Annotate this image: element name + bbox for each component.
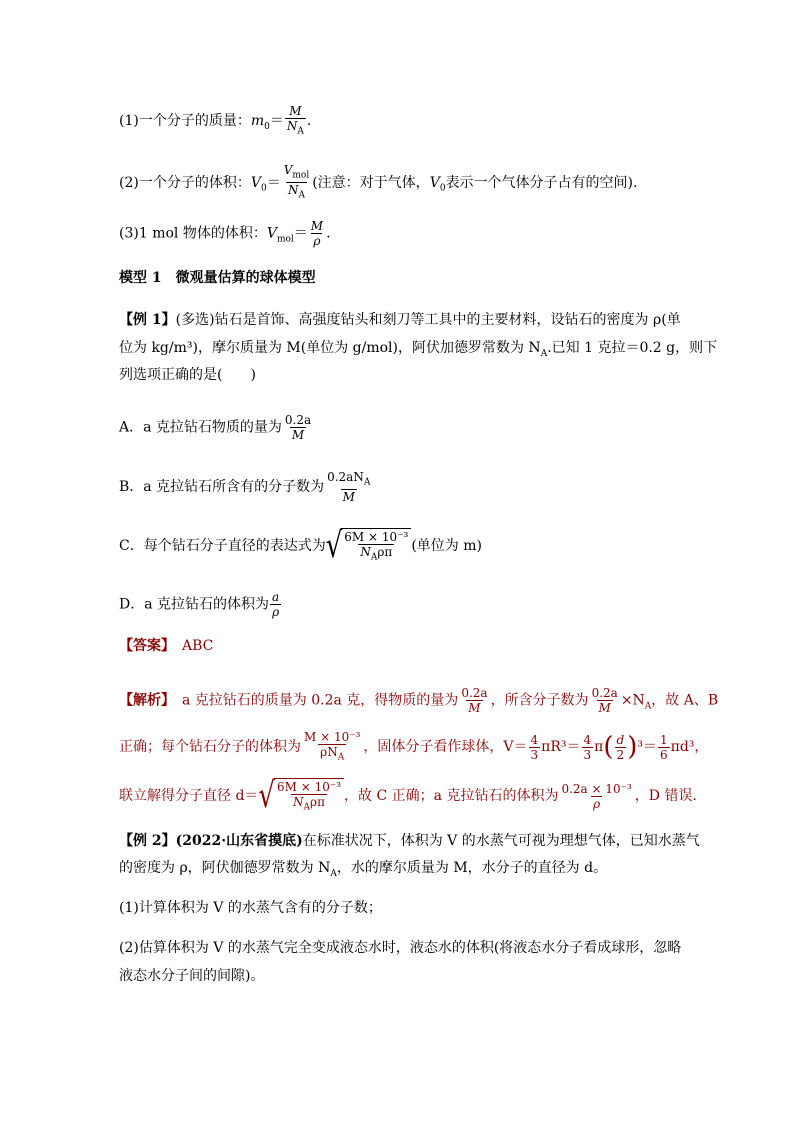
fraction [325, 470, 372, 504]
analysis-text: ，故 A、B [651, 692, 719, 709]
left-paren: ( [603, 732, 614, 763]
symbol: m [250, 113, 265, 130]
radical-sign: √ [325, 525, 343, 567]
denominator: ρ [593, 796, 601, 811]
option-b [119, 470, 373, 504]
numerator: M [289, 104, 302, 118]
example1-line2 [119, 338, 717, 364]
denominator-tail: ρπ [377, 545, 393, 559]
analysis-text: a 克拉钻石的质量为 0.2a 克，得物质的量为 [182, 692, 459, 709]
formula-molecule-mass [119, 104, 311, 138]
example2-line1 [119, 831, 700, 851]
example-text: 位为 kg/m³)，摩尔质量为 M(单位为 g/mol)，阿伏加德罗常数为 N [119, 340, 541, 356]
subscript: A [337, 752, 345, 763]
fraction [270, 590, 281, 619]
denominator: ρN [320, 745, 338, 759]
analysis-text: 联立解得分子直径 d＝ [119, 788, 259, 805]
denominator-tail: ρπ [310, 795, 325, 809]
example-text: 在标准状况下，体积为 V 的水蒸气可视为理想气体，已知水蒸气 [302, 833, 700, 849]
analysis-text: 正确；每个钻石分子的体积为 [119, 739, 301, 756]
numerator: 0.2a [461, 686, 488, 700]
fraction [559, 782, 633, 811]
formula-label: (2)一个分子的体积： [119, 174, 251, 191]
fraction [590, 686, 620, 715]
analysis-line1 [119, 686, 718, 716]
fraction [342, 530, 410, 564]
example-text: .已知 1 克拉＝0.2 g，则下 [547, 340, 718, 356]
subscript: A [297, 126, 304, 137]
example2-question1: (1)计算体积为 V 的水蒸气含有的分子数； [119, 900, 382, 916]
answer-value: ABC [182, 638, 214, 654]
denominator: M [598, 701, 611, 715]
subscript: 0 [260, 183, 267, 194]
equals: ＝ [269, 113, 284, 130]
analysis-text: ，故 C 正确；a 克拉钻石的体积为 [344, 788, 559, 805]
option-text: C．每个钻石分子直径的表达式为 [119, 538, 326, 555]
numerator: 0.2a [284, 413, 312, 427]
example2-question2-line2: 液态水分子间的间隙)。 [119, 968, 265, 984]
example2-line2 [119, 858, 607, 884]
punct: . [306, 113, 312, 130]
analysis-text: ×N [620, 692, 645, 709]
symbol: V [266, 225, 277, 242]
analysis-text: ³＝ [637, 739, 657, 756]
denominator: N [360, 545, 371, 559]
option-text: A．a 克拉钻石物质的量为 [119, 419, 282, 436]
fraction [582, 733, 594, 762]
example-text: 的密度为 ρ，阿伏伽德罗常数为 N [119, 860, 331, 876]
denominator: N [287, 183, 299, 198]
subscript: A [303, 802, 311, 813]
numerator: M × 10⁻³ [304, 730, 361, 744]
denominator: 3 [530, 747, 539, 762]
example2-question2-line1: (2)估算体积为 V 的水蒸气完全变成液态水时，液态水的体积(将液态水分子看成球形，忽略 [119, 940, 682, 956]
denominator: N [286, 119, 298, 133]
fraction [275, 780, 343, 814]
analysis-line3 [119, 775, 707, 817]
fraction [283, 413, 313, 442]
numerator: 6M × 10⁻³ [344, 530, 409, 544]
denominator: 2 [616, 747, 625, 762]
note-text: 表示一个气体分子占有的空间). [445, 174, 638, 191]
fraction [615, 733, 627, 762]
denominator: ρ [272, 605, 280, 619]
example-source: (2022·山东省摸底) [175, 833, 303, 849]
answer-line [119, 636, 213, 656]
analysis-line2 [119, 730, 708, 764]
numerator: a [272, 590, 280, 604]
option-text: D．a 克拉钻石的体积为 [119, 596, 270, 613]
subscript: A [330, 868, 337, 879]
fraction [529, 733, 541, 762]
subscript: 0 [264, 121, 270, 132]
sqrt-expression [325, 525, 412, 567]
fraction [282, 163, 312, 203]
denominator: M [468, 701, 481, 715]
numerator: 1 [659, 732, 668, 747]
fraction [309, 219, 325, 248]
symbol: V [250, 174, 261, 191]
example-text: (多选)钻石是首饰、高强度钻头和刻刀等工具中的主要材料，设钻石的密度为 ρ(单 [175, 312, 681, 328]
numerator: 6M × 10⁻³ [277, 780, 342, 794]
denominator: N [293, 795, 304, 809]
denominator: 3 [583, 747, 592, 762]
analysis-text: ，D 错误． [634, 788, 707, 805]
symbol: V [429, 174, 440, 191]
example1-line1 [119, 310, 681, 330]
subscript: mol [292, 170, 310, 181]
numerator: 0.2a × 10⁻³ [561, 781, 632, 796]
numerator: 0.2aN [327, 470, 364, 484]
answer-tag: 【答案】 [119, 638, 168, 654]
formula-label: (3)1 mol 物体的体积： [119, 225, 267, 242]
fraction [459, 686, 489, 715]
subscript: A [298, 190, 305, 201]
example-tag: 【例 2】 [119, 833, 176, 849]
fraction [302, 730, 362, 764]
numerator: M [310, 219, 324, 233]
option-text: (单位为 m) [411, 538, 482, 555]
option-d [119, 590, 282, 619]
sqrt-expression [258, 775, 344, 817]
subscript: 0 [439, 183, 446, 194]
option-text: B．a 克拉钻石所含有的分子数为 [119, 479, 325, 496]
denominator: M [291, 428, 305, 442]
punct: . [326, 225, 331, 242]
denominator: ρ [313, 234, 321, 248]
denominator: M [342, 490, 355, 505]
formula-label: (1)一个分子的质量： [119, 113, 251, 130]
numerator: 0.2a [591, 686, 618, 700]
analysis-text: πR³＝ [541, 739, 581, 756]
example1-line3: 列选项正确的是( ) [119, 367, 256, 383]
numerator: 4 [583, 732, 592, 747]
model-title: 模型 1 微观量估算的球体模型 [119, 270, 316, 286]
subscript: A [540, 348, 548, 359]
fraction [658, 733, 670, 762]
analysis-tag: 【解析】 [119, 692, 168, 709]
denominator: 6 [659, 747, 668, 762]
analysis-text: ，所含分子数为 [490, 692, 589, 709]
fraction [285, 104, 306, 138]
numerator: 4 [530, 732, 539, 747]
note-text: (注意：对于气体， [312, 174, 430, 191]
numerator: V [283, 163, 293, 177]
radical-sign: √ [258, 775, 275, 817]
equals: ＝ [266, 174, 281, 191]
equals: ＝ [293, 225, 308, 242]
subscript: A [363, 477, 371, 488]
option-a [119, 413, 314, 442]
analysis-text: π [594, 739, 604, 756]
subscript: A [644, 701, 652, 712]
subscript: A [370, 552, 378, 563]
analysis-text: πd³， [670, 739, 709, 756]
numerator: d [616, 732, 625, 747]
formula-molecule-volume [119, 163, 637, 203]
right-paren: ) [627, 732, 638, 763]
subscript: mol [276, 234, 294, 245]
analysis-text: ，固体分子看作球体，V＝ [363, 739, 528, 756]
formula-molar-volume [119, 219, 331, 249]
example-text: ，水的摩尔质量为 M，水分子的直径为 d。 [336, 860, 608, 876]
option-c [119, 525, 482, 567]
example-tag: 【例 1】 [119, 312, 176, 328]
